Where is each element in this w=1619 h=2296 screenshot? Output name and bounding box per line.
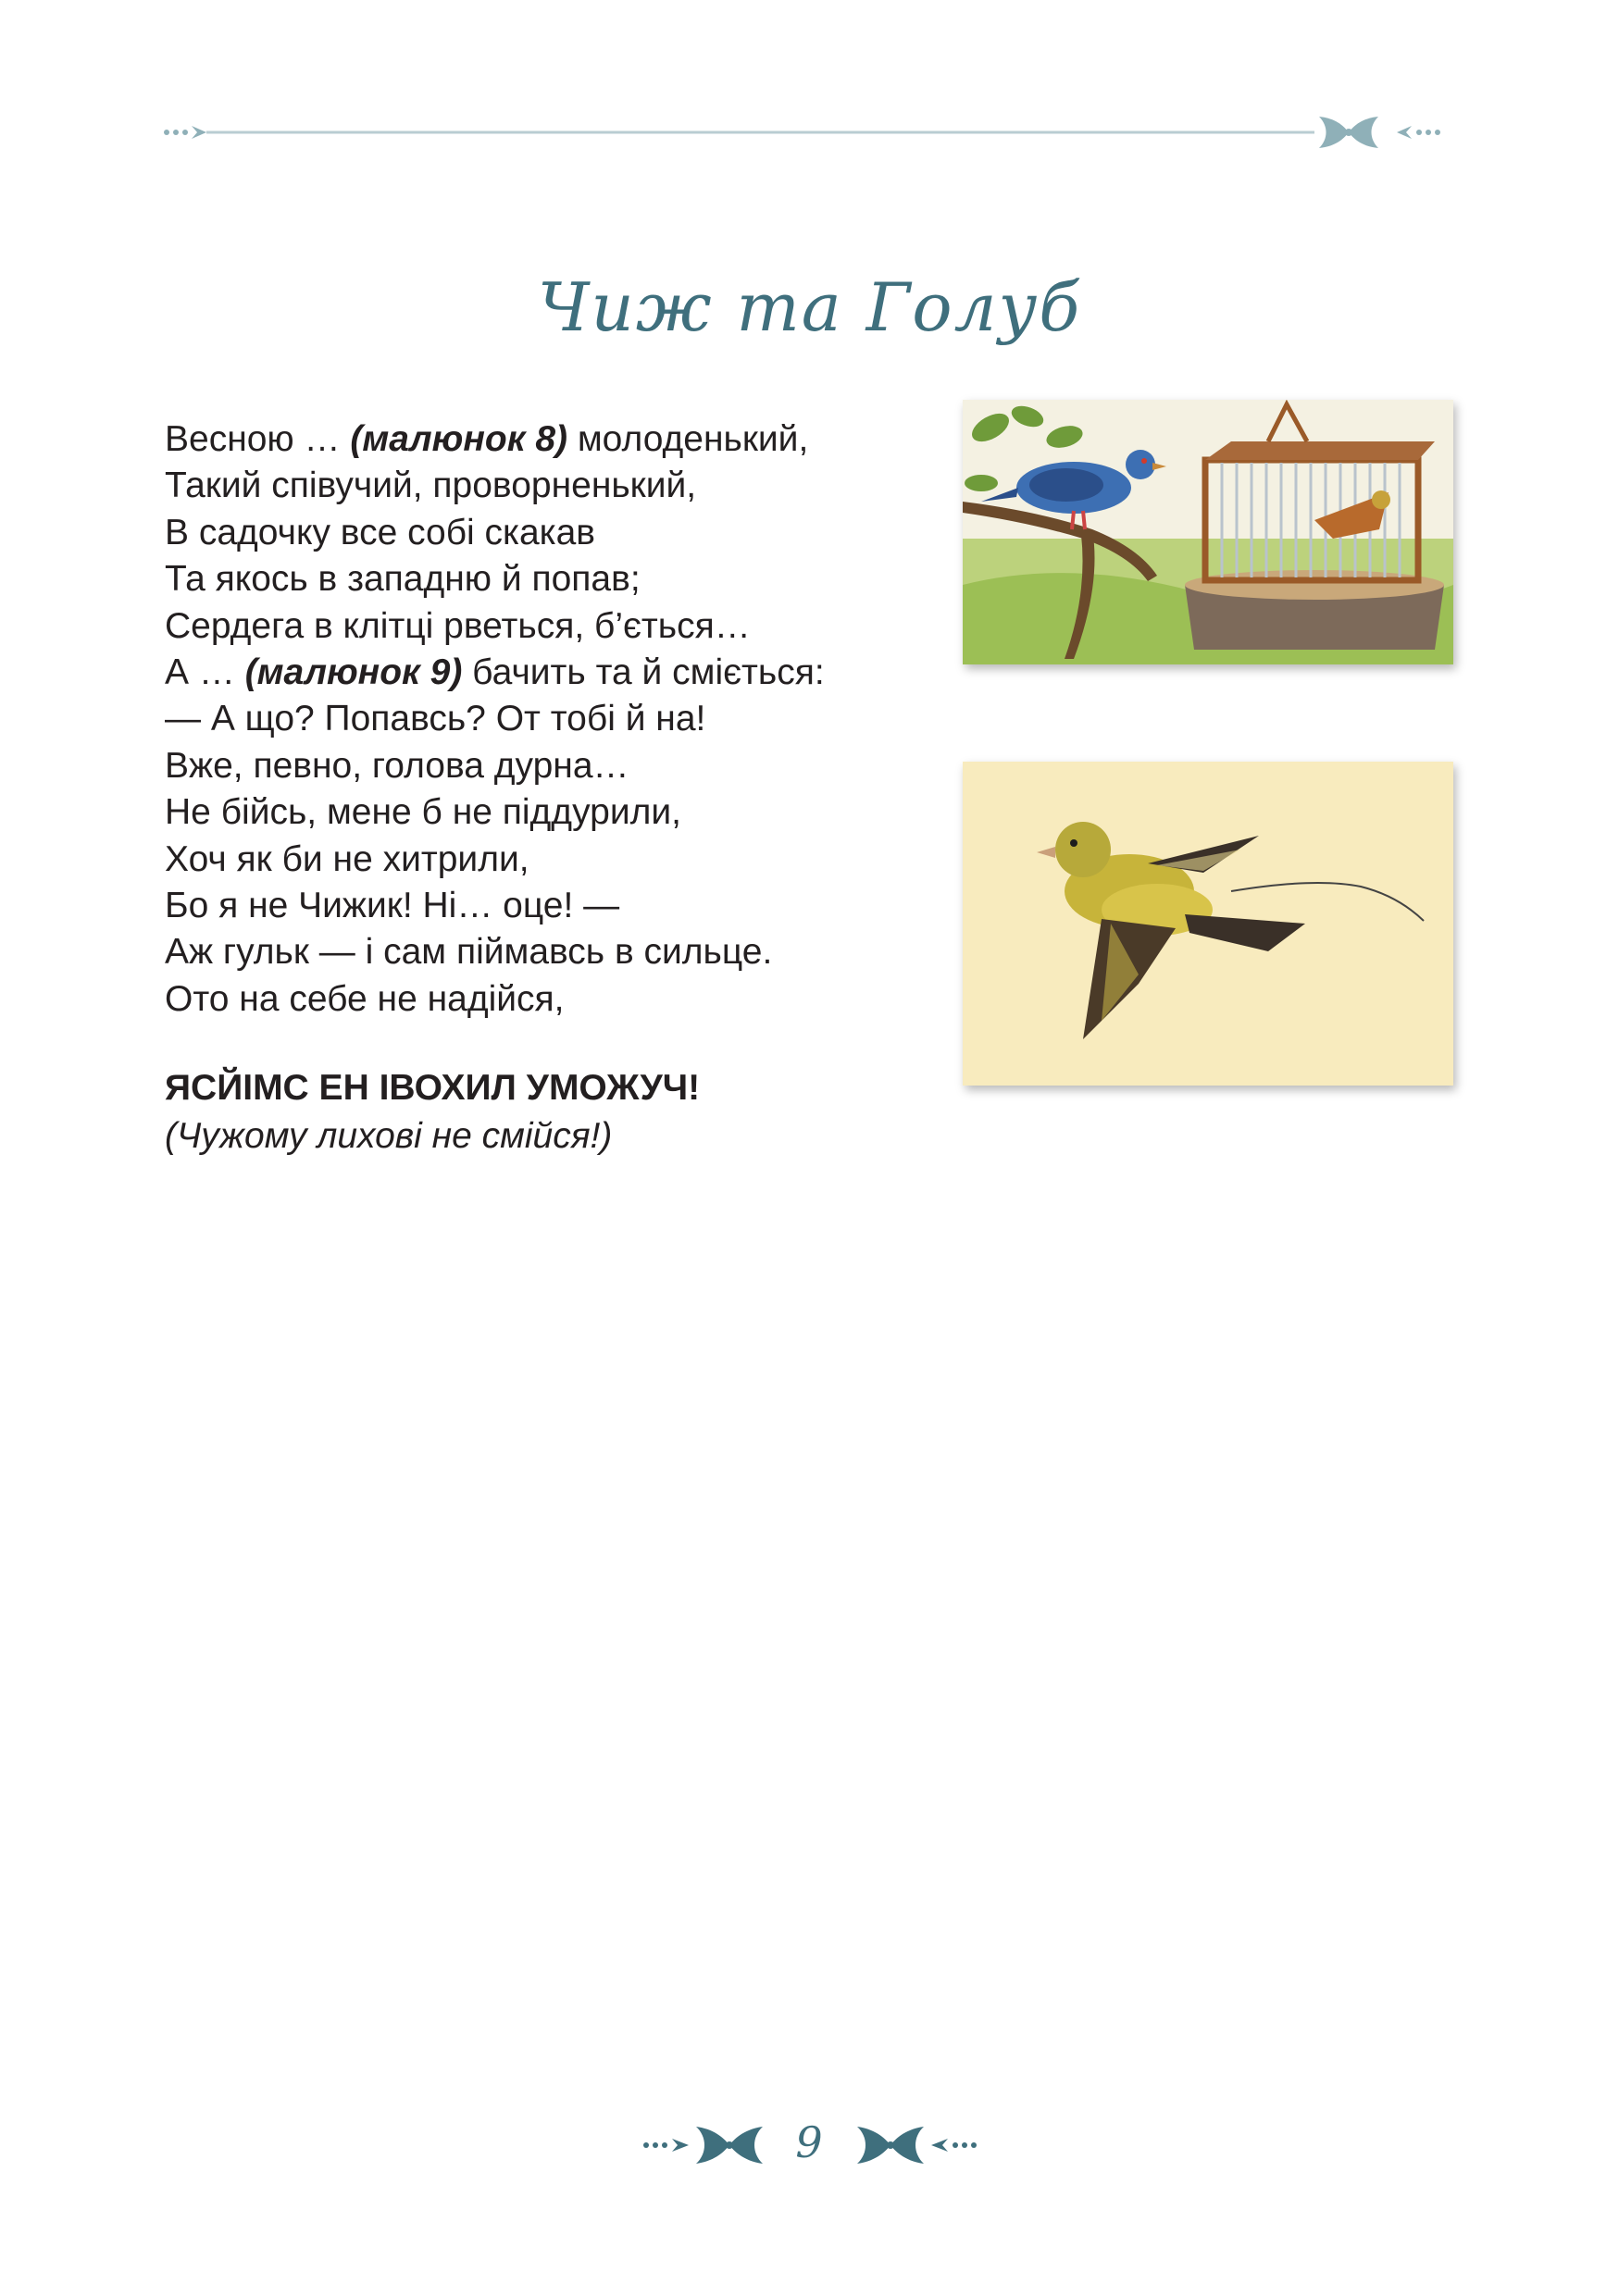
poem-line: Та якось в западню й попав; — [165, 559, 641, 600]
reversed-moral: ЯСЙІМС ЕН ІВОХИЛ УМОЖУЧ! — [165, 1068, 701, 1108]
pigeon-and-cage-illustration — [963, 400, 1453, 664]
poem-line: Вже, певно, голова дурна… — [165, 745, 629, 786]
poem-line: Весною … (малюнок 8) молоденький, — [165, 419, 809, 459]
page-title: Чиж та Голуб — [537, 268, 1082, 346]
siskin-on-string-illustration — [963, 762, 1453, 1086]
poem-line: Ото на себе не надійся, — [165, 978, 565, 1019]
poem-line: Не бійсь, мене б не піддурили, — [165, 792, 681, 833]
top-ornament-rule — [162, 109, 1458, 155]
picture-reference: (малюнок 9) — [244, 652, 463, 693]
poem-line: Такий співучий, проворненький, — [165, 465, 697, 506]
page-number: 9 — [795, 2117, 823, 2167]
poem-line: А … (малюнок 9) бачить та й сміється: — [165, 652, 825, 693]
moral-block — [165, 1064, 700, 1160]
poem-line: В садочку все собі скакав — [165, 512, 595, 552]
poem-line: Хоч як би не хитрили, — [165, 838, 529, 879]
poem-line: Аж гульк — і сам піймавсь в сильце. — [165, 932, 773, 973]
poem-line: Сердега в клітці рветься, б’ється… — [165, 605, 751, 646]
poem-line: Бо я не Чижик! Ні… оце! — — [165, 886, 620, 926]
poem-text — [165, 416, 961, 1023]
moral-translation: (Чужому лихові не смійся!) — [165, 1116, 613, 1156]
poem-line: — А що? Попавсь? От тобі й на! — [165, 699, 706, 739]
picture-reference: (малюнок 8) — [350, 419, 568, 459]
